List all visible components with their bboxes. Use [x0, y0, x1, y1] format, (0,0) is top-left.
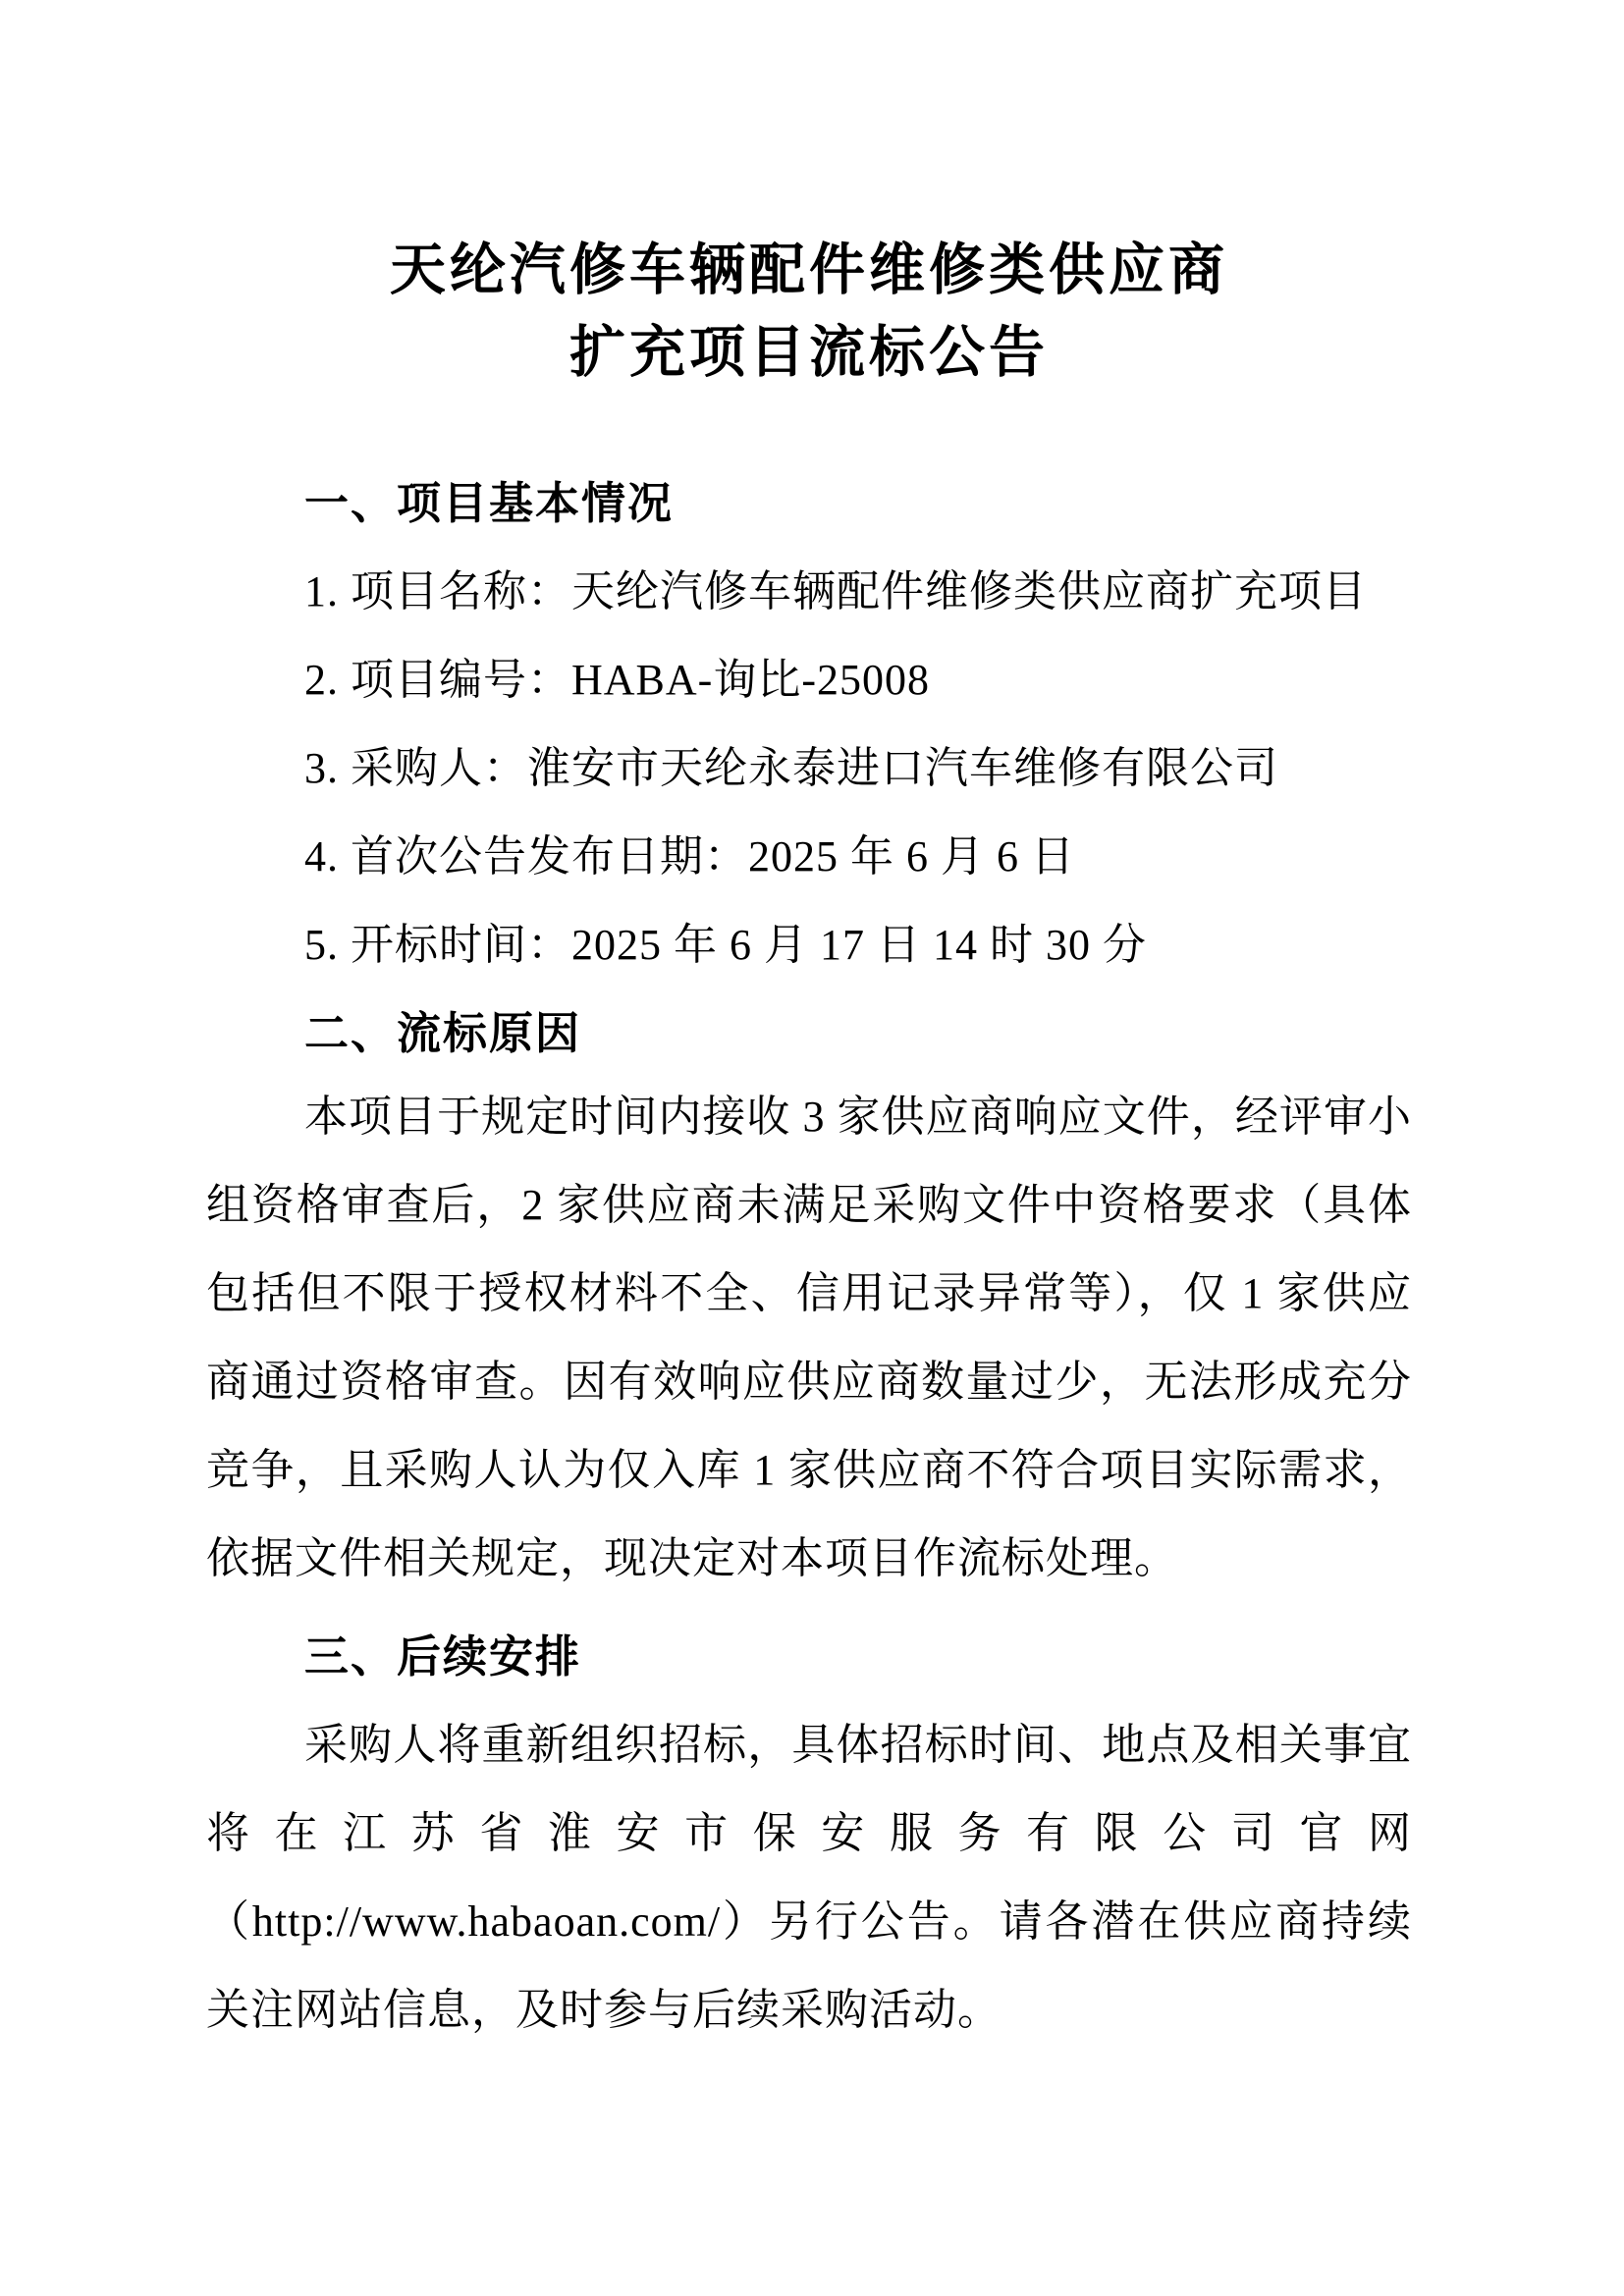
- item-first-announcement-date: 4. 首次公告发布日期：2025 年 6 月 6 日: [304, 832, 1075, 881]
- section-heading-failure-reason: 二、流标原因: [304, 1008, 582, 1058]
- basic-info-list: [206, 548, 1412, 989]
- item-bid-opening-time: 5. 开标时间：2025 年 6 月 17 日 14 时 30 分: [304, 921, 1147, 969]
- section-heading-basic-info: 一、项目基本情况: [304, 478, 675, 528]
- failure-reason-paragraph: 本项目于规定时间内接收 3 家供应商响应文件，经评审小组资格审查后，2 家供应商未满足采购文件中资格要求（具体包括但不限于授权材料不全、信用记录异常等），仅 1 家供应商通过资格审查。因有效响应供应商数量过少，无法形成充分竞争，且采购人认为仅入库 1 家供应商不符合项目实际需求，依据文件相关规定，现决定对本项目作流标处理。: [206, 1093, 1412, 1582]
- document-title: [206, 230, 1412, 395]
- follow-up-paragraph: 采购人将重新组织招标，具体招标时间、地点及相关事宜将在江苏省淮安市保安服务有限公司官网（http://www.habaoan.com/）另行公告。请各潜在供应商持续关注网站信息，及时参与后续采购活动。: [206, 1721, 1412, 2034]
- title-line-1: 天纶汽修车辆配件维修类供应商: [390, 240, 1228, 301]
- title-line-2: 扩充项目流标公告: [569, 322, 1049, 384]
- item-project-number: 2. 项目编号：HABA-询比-25008: [304, 656, 930, 704]
- item-project-name: 1. 项目名称：天纶汽修车辆配件维修类供应商扩充项目: [304, 567, 1367, 615]
- section-heading-follow-up: 三、后续安排: [304, 1631, 582, 1682]
- item-purchaser: 3. 采购人：淮安市天纶永泰进口汽车维修有限公司: [304, 744, 1278, 792]
